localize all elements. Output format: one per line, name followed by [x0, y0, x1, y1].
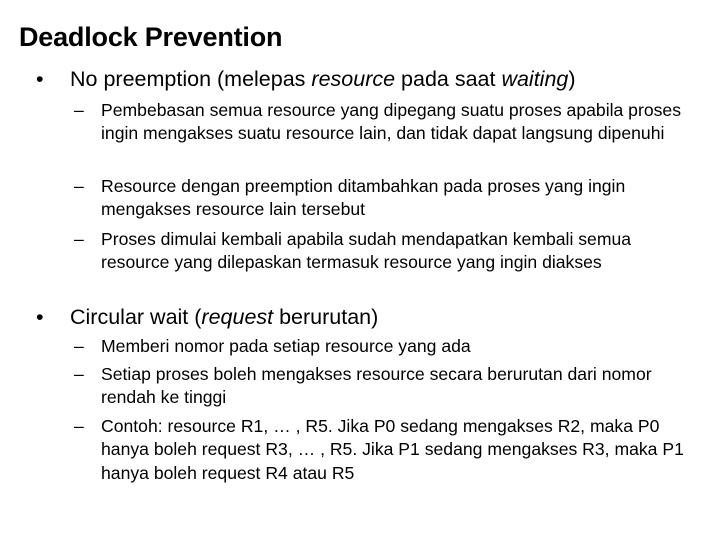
dash-marker: –	[74, 176, 84, 196]
sub-bullet	[74, 228, 701, 275]
bullet-text-part: Circular wait (	[70, 305, 202, 329]
bullet-text-emphasis: resource	[311, 67, 396, 91]
bullet-no-preemption	[36, 66, 576, 92]
dash-marker: –	[74, 416, 84, 436]
sub-bullet-text: Pembebasan semua resource yang dipegang suatu proses apabila proses ingin mengakses suatu resource lain, dan tidak dapat langsung dipenuhi	[101, 100, 681, 144]
sub-bullet-text: Proses dimulai kembali apabila sudah mendapatkan kembali semua resource yang dilepaskan termasuk resource yang ingin diakses	[101, 229, 632, 273]
slide-title: Deadlock Prevention	[19, 22, 283, 52]
dash-marker: –	[74, 364, 84, 384]
bullet-text-part: )	[568, 67, 576, 91]
bullet-text-part: No preemption (melepas	[70, 67, 312, 91]
bullet-marker: •	[36, 67, 44, 91]
sub-bullet	[74, 363, 701, 410]
sub-bullet	[74, 175, 701, 222]
sub-bullet-text: Memberi nomor pada setiap resource yang ada	[101, 336, 471, 356]
dash-marker: –	[74, 336, 84, 356]
sub-bullet-text: Contoh: resource R1, … , R5. Jika P0 sedang mengakses R2, maka P0 hanya boleh request R3, … , R5. Jika P1 sedang mengakses R3, maka P1 hanya boleh request R4 atau R5	[101, 416, 684, 483]
bullet-text-part: pada saat	[395, 67, 502, 91]
bullet-circular-wait	[36, 304, 379, 330]
sub-bullet-text: Resource dengan preemption ditambahkan pada proses yang ingin mengakses resource lain tersebut	[101, 176, 626, 220]
sub-bullet	[74, 99, 701, 146]
sub-bullet	[74, 415, 701, 485]
bullet-marker: •	[36, 305, 44, 329]
sub-bullet	[74, 335, 701, 358]
sub-bullet-text: Setiap proses boleh mengakses resource secara berurutan dari nomor rendah ke tinggi	[101, 364, 652, 408]
dash-marker: –	[74, 100, 84, 120]
dash-marker: –	[74, 229, 84, 249]
bullet-text-emphasis: request	[201, 305, 274, 329]
bullet-text-emphasis: waiting	[501, 67, 569, 91]
bullet-text-part: berurutan)	[273, 305, 379, 329]
